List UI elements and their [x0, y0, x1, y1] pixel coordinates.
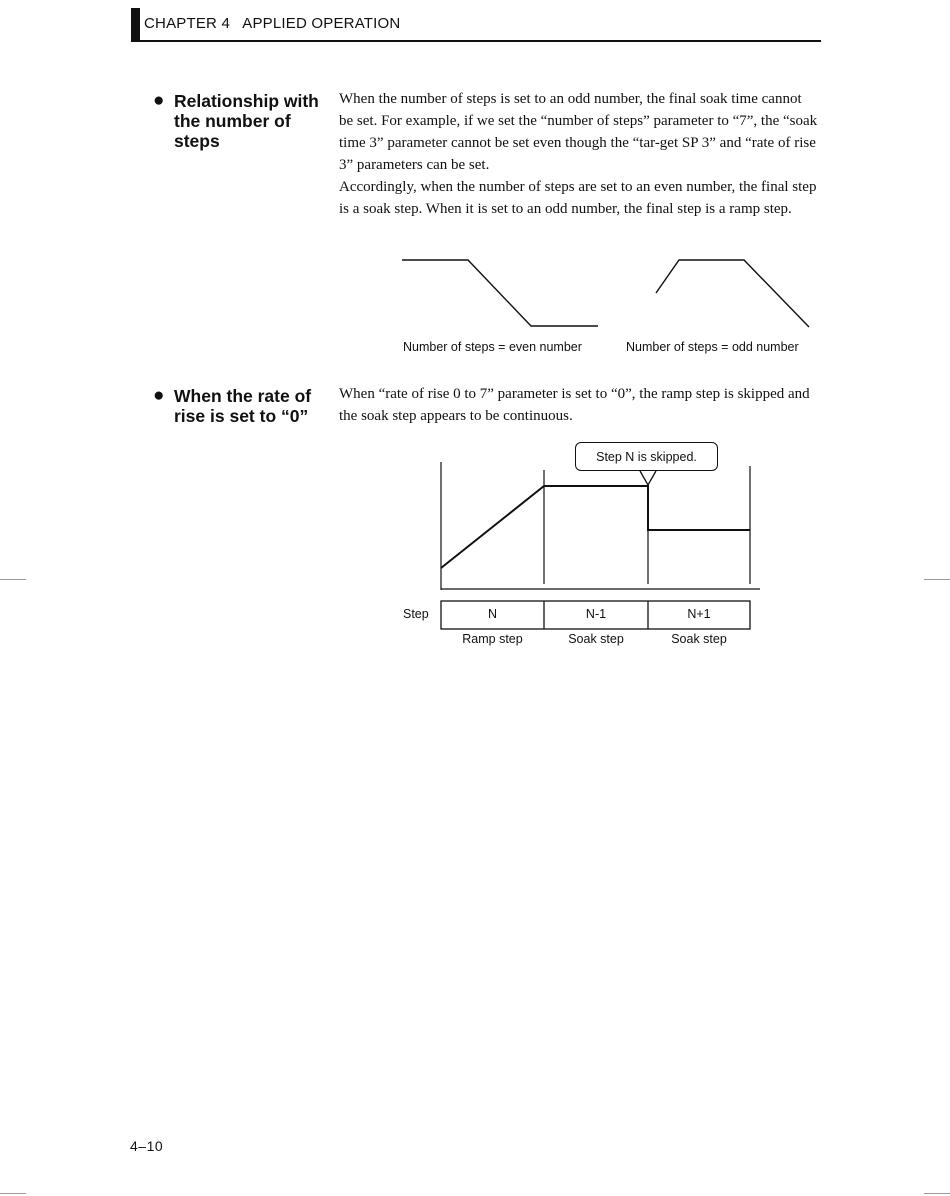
callout-pointer — [640, 471, 656, 485]
section2-heading-line: When the rate of — [174, 386, 312, 406]
section1-heading-line: the number of — [174, 111, 291, 131]
section2-bullet: ● — [153, 385, 165, 406]
section1-heading-line: Relationship with — [174, 91, 319, 111]
step-cell-n-plus-1: N+1 — [687, 607, 711, 621]
section1-bullet: ● — [153, 90, 165, 111]
even-steps-caption: Number of steps = even number — [403, 340, 582, 354]
skipped-step-callout: Step N is skipped. — [575, 442, 718, 471]
step-type-soak: Soak step — [671, 632, 727, 646]
step-cell-n: N — [487, 607, 498, 621]
page-number: 4–10 — [130, 1138, 164, 1154]
section1-heading-line: steps — [174, 131, 220, 151]
section1-paragraph2: Accordingly, when the number of steps are set to an even number, the final step is a soak step. When it is set to an odd number, the final step is a ramp step. — [339, 179, 817, 217]
step-row-label: Step — [403, 607, 429, 621]
step-type-soak: Soak step — [568, 632, 624, 646]
section2-paragraph: When “rate of rise 0 to 7” parameter is set to “0”, the ramp step is skipped and the soak step appears to be continuous. — [339, 386, 810, 424]
setpoint-profile-line — [441, 486, 750, 568]
odd-steps-caption: Number of steps = odd number — [626, 340, 799, 354]
section1-paragraph1: When the number of steps is set to an odd number, the final soak time cannot be set. For example, if we set the “number of steps” parameter to “7”, the “soak time 3” parameter cannot be set even though the “tar-get SP 3” and “rate of rise 3” parameters can be set. — [339, 91, 818, 173]
chapter-header: CHAPTER 4 APPLIED OPERATION — [144, 15, 401, 32]
step-cell-n-minus-1: N-1 — [585, 607, 607, 621]
section2-heading-line: rise is set to “0” — [174, 406, 309, 426]
step-type-ramp: Ramp step — [462, 632, 523, 646]
